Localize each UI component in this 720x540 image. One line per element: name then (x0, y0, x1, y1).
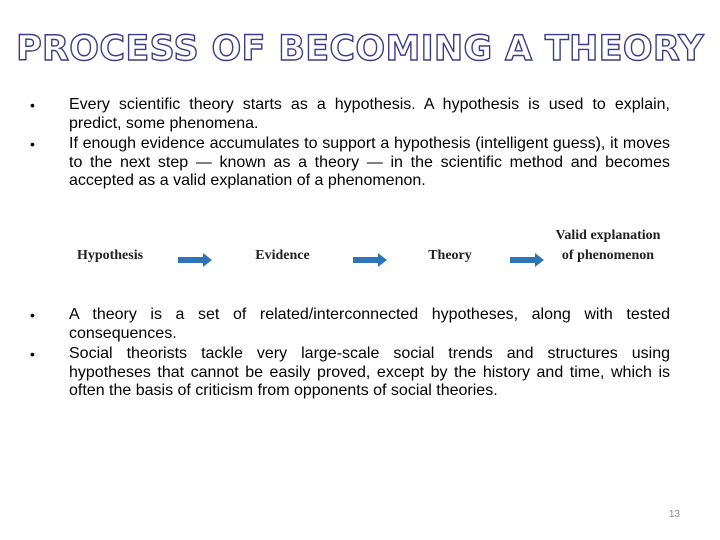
right-arrow-icon (510, 253, 544, 267)
flow-step-hypothesis: Hypothesis (76, 248, 144, 263)
bullet-item (30, 306, 670, 343)
bullet-item (30, 96, 670, 133)
bullet-text: If enough evidence accumulates to support a hypothesis (intelligent guess), it moves to the next step — known as a theory — in the scientific method and becomes accepted as a valid explanation of a phenomenon. (69, 135, 670, 189)
flow-step-valid-explanation: Valid explanation of phenomenon (555, 228, 661, 263)
bullet-item (30, 135, 670, 191)
right-arrow-icon (353, 253, 387, 267)
right-arrow-icon (178, 253, 212, 267)
bullet-icon: • (30, 97, 35, 113)
page-title: PROCESS OF BECOMING A THEORY (16, 29, 704, 69)
bullet-text: Social theorists tackle very large-scale social trends and structures using hypotheses that cannot be easily proved, except by the history and time, which is often the basis of criticism from opponents of social theories. (69, 345, 670, 399)
bullet-list-top (30, 96, 670, 193)
bullet-icon: • (30, 136, 35, 152)
bullet-item (30, 345, 670, 401)
flow-step-theory: Theory (428, 248, 472, 263)
bullet-icon: • (30, 346, 35, 362)
bullet-text: Every scientific theory starts as a hypothesis. A hypothesis is used to explain, predict, some phenomena. (69, 96, 670, 132)
bullet-icon: • (30, 307, 35, 323)
bullet-text: A theory is a set of related/interconnected hypotheses, along with tested consequences. (69, 306, 670, 342)
flow-step-evidence: Evidence (255, 248, 310, 263)
bullet-list-bottom (30, 306, 670, 403)
page-number: 13 (668, 509, 680, 520)
process-flow-diagram (60, 226, 680, 290)
